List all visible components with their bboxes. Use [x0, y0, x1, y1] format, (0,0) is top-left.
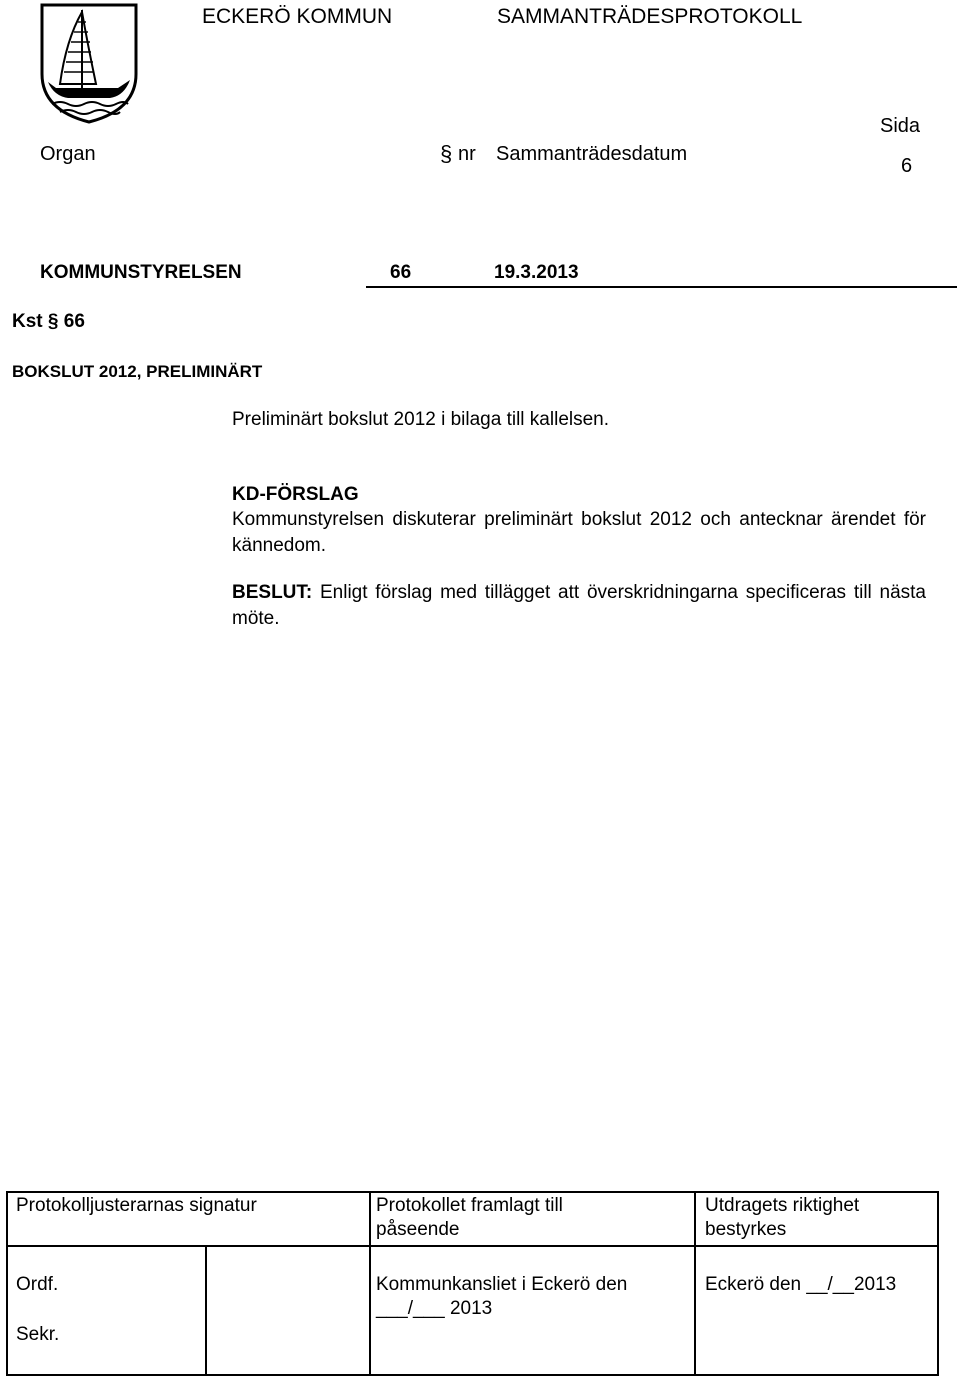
organ-label: Organ	[40, 143, 96, 165]
section-ref-number: 66	[63, 311, 85, 332]
meeting-number: 66	[390, 262, 412, 283]
page-label: Sida	[880, 115, 921, 137]
decision-label: BESLUT:	[232, 582, 313, 603]
posting-location: Kommunkansliet i Eckerö den ___/___ 2013	[376, 1274, 628, 1319]
municipality-crest-icon	[38, 2, 140, 124]
section-ref-prefix: Kst	[12, 311, 43, 332]
table-column-divider	[205, 1245, 207, 1374]
date-label: Sammanträdesdatum	[496, 143, 688, 165]
paragraph-symbol: §	[440, 141, 453, 166]
section-ref-symbol: §	[47, 311, 59, 332]
proposal-label: KD-FÖRSLAG	[232, 484, 359, 505]
certification-date: Eckerö den __/__2013	[705, 1274, 897, 1295]
section-title: BOKSLUT 2012, PRELIMINÄRT	[12, 362, 263, 381]
header-divider	[366, 286, 957, 288]
meeting-organ: KOMMUNSTYRELSEN	[40, 262, 242, 283]
decision-text: Enligt förslag med tillägget att överskridningarna specificeras till nästa möte.	[232, 582, 926, 629]
signature-table	[6, 1191, 939, 1376]
document-type: SAMMANTRÄDESPROTOKOLL	[497, 5, 803, 28]
meeting-date: 19.3.2013	[494, 262, 579, 283]
organization-name: ECKERÖ KOMMUN	[202, 5, 393, 28]
signature-header: Protokolljusterarnas signatur	[16, 1195, 257, 1216]
table-row-divider	[8, 1245, 937, 1247]
proposal-text: Kommunstyrelsen diskuterar preliminärt bokslut 2012 och antecknar ärendet för kännedom.	[232, 509, 926, 556]
table-column-divider	[369, 1193, 371, 1374]
nr-label: nr	[458, 143, 476, 165]
table-column-divider	[694, 1193, 696, 1374]
sekr-label: Sekr.	[16, 1324, 60, 1345]
section-intro: Preliminärt bokslut 2012 i bilaga till kallelsen.	[232, 409, 610, 430]
decision	[232, 580, 926, 632]
certification-header: Utdragets riktighet bestyrkes	[705, 1195, 860, 1240]
ordf-label: Ordf.	[16, 1274, 59, 1295]
posting-header: Protokollet framlagt till påseende	[376, 1195, 563, 1240]
section-reference	[12, 311, 85, 333]
page-number: 6	[901, 155, 913, 177]
